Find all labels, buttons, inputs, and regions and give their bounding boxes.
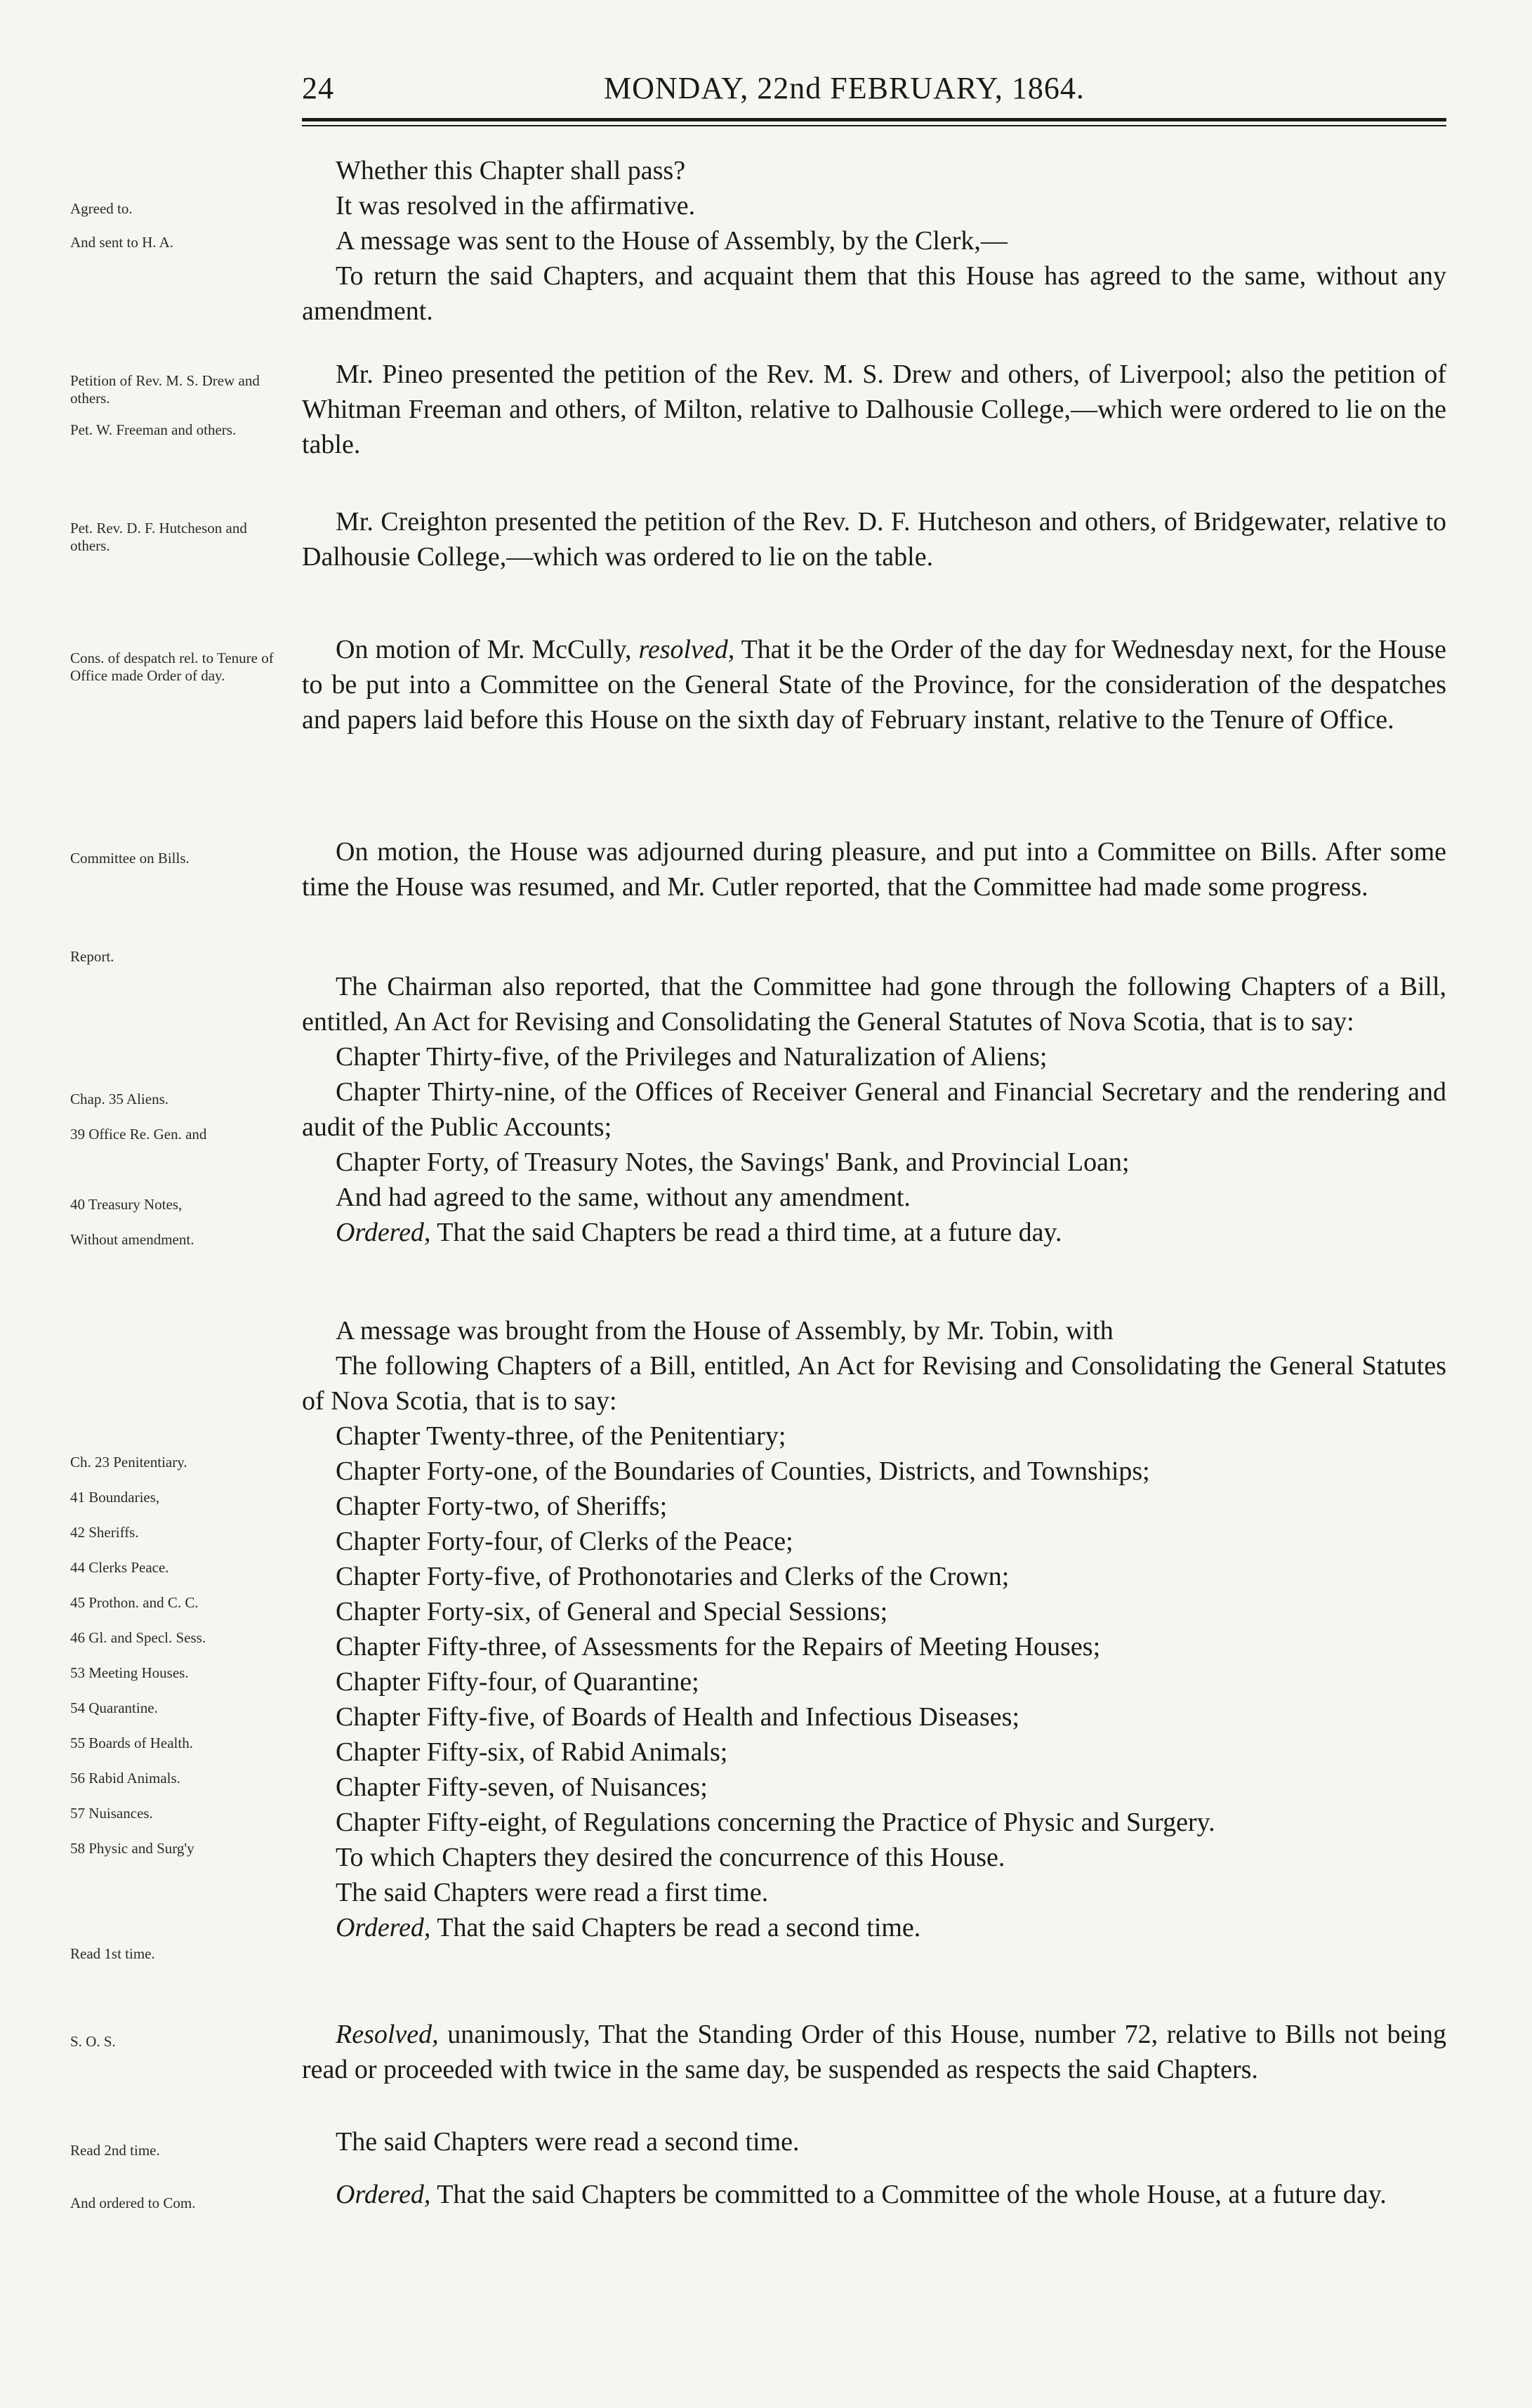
header-rule-thin xyxy=(302,125,1446,126)
paragraph-petition xyxy=(302,357,1446,462)
margin-note: Read 2nd time. xyxy=(70,2142,160,2159)
ordered-line xyxy=(302,1910,1446,1945)
margin-note: 44 Clerks Peace. xyxy=(70,1559,169,1576)
text-line: It was resolved in the affirmative. xyxy=(336,191,696,221)
text-italic: Ordered, xyxy=(336,1218,431,1247)
chapter-line: Chapter Fifty-six, of Rabid Animals; xyxy=(336,1737,728,1767)
text-paragraph: The following Chapters of a Bill, entitled, An Act for Revising and Consolidating the General Statutes of Nova Scotia, that is to say: xyxy=(302,1351,1446,1416)
text-paragraph: On motion, the House was adjourned during pleasure, and put into a Committee on Bills. After some time the House was resumed, and Mr. Cutler reported, that the Committee had made some progress. xyxy=(302,837,1446,902)
header-rule-thick xyxy=(302,118,1446,121)
chapter-line: Chapter Forty-one, of the Boundaries of Counties, Districts, and Townships; xyxy=(336,1456,1150,1486)
margin-note: Read 1st time. xyxy=(70,1945,155,1962)
margin-note: Chap. 35 Aliens. xyxy=(70,1091,169,1107)
text-line: To return the said Chapters, and acquaint them that this House has agreed to the same, without any amendment. xyxy=(302,261,1446,326)
margin-note: Petition of Rev. M. S. Drew and others. xyxy=(70,372,260,407)
chapter-line: Chapter Thirty-nine, of the Offices of Receiver General and Financial Secretary and the rendering and audit of the Public Accounts; xyxy=(302,1077,1446,1142)
chapter-line: Chapter Fifty-five, of Boards of Health and Infectious Diseases; xyxy=(336,1702,1020,1732)
chapter-line: Chapter Forty, of Treasury Notes, the Savings' Bank, and Provincial Loan; xyxy=(336,1147,1130,1177)
margin-note: Report. xyxy=(70,948,114,965)
chapter-line: Chapter Fifty-eight, of Regulations concerning the Practice of Physic and Surgery. xyxy=(336,1808,1215,1837)
paragraph-committee xyxy=(302,834,1446,904)
ordered-line xyxy=(302,1215,1446,1250)
chapter-line: Chapter Forty-two, of Sheriffs; xyxy=(336,1492,668,1521)
margin-note: 39 Office Re. Gen. and xyxy=(70,1126,207,1143)
margin-note: 53 Meeting Houses. xyxy=(70,1664,189,1681)
text-paragraph: Mr. Creighton presented the petition of the Rev. D. F. Hutcheson and others, of Bridgewater, relative to Dalhousie College,—which was ordered to lie on the table. xyxy=(302,507,1446,572)
page-date: MONDAY, 22nd FEBRUARY, 1864. xyxy=(604,71,1085,105)
page-number: 24 xyxy=(302,71,334,105)
margin-note: 41 Boundaries, xyxy=(70,1489,160,1506)
chapter-line: Chapter Forty-five, of Prothonotaries and Clerks of the Crown; xyxy=(336,1562,1010,1591)
margin-note: 57 Nuisances. xyxy=(70,1805,153,1822)
chapter-line: Chapter Fifty-four, of Quarantine; xyxy=(336,1667,699,1697)
text-line: A message was sent to the House of Assembly, by the Clerk,— xyxy=(336,226,1008,256)
margin-note: 45 Prothon. and C. C. xyxy=(70,1594,199,1611)
margin-note: 40 Treasury Notes, xyxy=(70,1196,183,1213)
margin-note: 56 Rabid Animals. xyxy=(70,1770,180,1787)
text-line: To which Chapters they desired the concurrence of this House. xyxy=(336,1843,1005,1872)
margin-note: And ordered to Com. xyxy=(70,2195,196,2211)
text-italic: Ordered, xyxy=(336,2180,431,2209)
text-paragraph: Mr. Pineo presented the petition of the Rev. M. S. Drew and others, of Liverpool; also the petition of Whitman Freeman and others, of Milton, relative to Dalhousie College,—which were ordered to lie on the table. xyxy=(302,360,1446,459)
paragraph-second-reading xyxy=(302,2124,1446,2159)
paragraph-message xyxy=(302,1313,1446,1945)
text-run: unanimously, That the Standing Order of this House, number 72, relative to Bills not being read or proceeded with twice in the same day, be suspended as respects the said Chapters. xyxy=(302,2020,1447,2084)
margin-note: 46 Gl. and Specl. Sess. xyxy=(70,1629,206,1646)
margin-note: 55 Boards of Health. xyxy=(70,1735,193,1751)
text-italic: Ordered, xyxy=(336,1913,431,1942)
paragraph-committed xyxy=(302,2177,1446,2212)
text-paragraph: The Chairman also reported, that the Committee had gone through the following Chapters of a Bill, entitled, An Act for Revising and Consolidating the General Statutes of Nova Scotia, that is to say: xyxy=(302,972,1446,1037)
paragraph-passage xyxy=(302,153,1446,329)
margin-note: 58 Physic and Surg'y xyxy=(70,1840,194,1857)
text-paragraph xyxy=(302,2017,1446,2087)
chapter-line: Chapter Twenty-three, of the Penitentiary; xyxy=(336,1421,786,1451)
chapter-line: Chapter Fifty-seven, of Nuisances; xyxy=(336,1772,708,1802)
margin-note: Cons. of despatch rel. to Tenure of Office made Order of day. xyxy=(70,650,274,684)
text-paragraph xyxy=(302,2177,1446,2212)
paragraph-motion xyxy=(302,632,1446,737)
text-line: Whether this Chapter shall pass? xyxy=(336,156,686,185)
margin-note: Without amendment. xyxy=(70,1231,194,1248)
text-paragraph xyxy=(302,632,1446,737)
margin-note: Agreed to. xyxy=(70,200,133,217)
text-italic: resolved, xyxy=(638,635,735,664)
page-header xyxy=(302,70,1446,112)
margin-note: 54 Quarantine. xyxy=(70,1699,158,1716)
margin-note: And sent to H. A. xyxy=(70,234,173,251)
paragraph-report xyxy=(302,969,1446,1250)
chapter-line: Chapter Forty-four, of Clerks of the Peace; xyxy=(336,1527,793,1556)
margin-note: Ch. 23 Penitentiary. xyxy=(70,1454,187,1471)
text-run: That the said Chapters be read a third time, at a future day. xyxy=(437,1218,1062,1247)
text-paragraph: A message was brought from the House of Assembly, by Mr. Tobin, with xyxy=(336,1316,1114,1346)
text-line: The said Chapters were read a first time. xyxy=(336,1878,769,1907)
chapter-line: And had agreed to the same, without any amendment. xyxy=(336,1183,911,1212)
chapter-line: Chapter Thirty-five, of the Privileges and Naturalization of Aliens; xyxy=(336,1042,1048,1072)
text-italic: Resolved, xyxy=(336,2020,439,2049)
chapter-line: Chapter Fifty-three, of Assessments for the Repairs of Meeting Houses; xyxy=(336,1632,1101,1662)
margin-note: Committee on Bills. xyxy=(70,850,190,867)
margin-note: S. O. S. xyxy=(70,2033,116,2050)
margin-note: Pet. Rev. D. F. Hutcheson and others. xyxy=(70,520,247,554)
paragraph-standing-order xyxy=(302,2017,1446,2087)
text-run: That the said Chapters be committed to a Committee of the whole House, at a future day. xyxy=(437,2180,1387,2209)
text-paragraph: The said Chapters were read a second time. xyxy=(336,2127,800,2157)
text-run: On motion of Mr. McCully, xyxy=(336,635,632,664)
text-run: That the said Chapters be read a second time. xyxy=(437,1913,921,1942)
margin-note: Pet. W. Freeman and others. xyxy=(70,421,237,438)
text-run: That it be the Order of the day for Wednesday next, for the House to be put into a Committee on the General State of the Province, for the consideration of the despatches and papers laid before this House on the sixth day of February instant, relative to the Tenure of Office. xyxy=(302,635,1447,735)
margin-note: 42 Sheriffs. xyxy=(70,1524,139,1541)
chapter-line: Chapter Forty-six, of General and Special Sessions; xyxy=(336,1597,888,1626)
paragraph-petition xyxy=(302,504,1446,574)
